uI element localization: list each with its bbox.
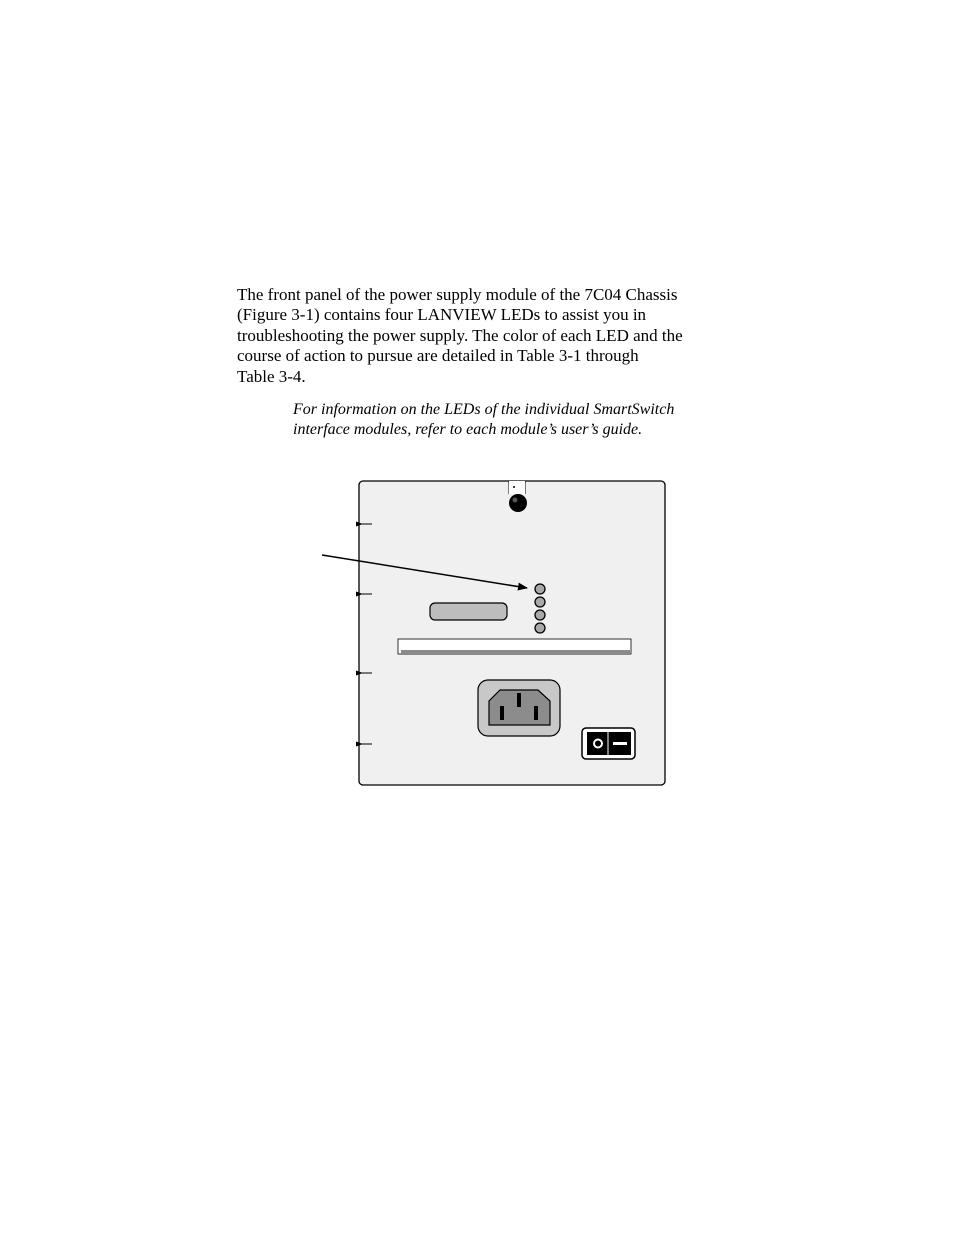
lanview-leds [535,584,545,633]
note-line: interface modules, refer to each module’s user’s guide. [293,421,643,439]
body-line: troubleshooting the power supply. The color of each LED and the [237,325,683,345]
horizontal-rail [398,639,631,655]
lanview-led [535,597,545,607]
body-line: course of action to pursue are detailed in Table 3-1 through [237,346,639,366]
power-switch [582,728,635,759]
label-plate [430,603,507,620]
inlet-pin [500,706,504,720]
power-inlet [478,680,560,736]
body-paragraph [237,285,747,387]
inlet-pin [534,706,538,720]
switch-on-symbol [613,742,627,745]
note-paragraph [293,400,733,441]
lanview-led [535,610,545,620]
body-line: Table 3-4. [237,366,306,386]
switch-off-symbol [594,740,602,748]
body-line: (Figure 3-1) contains four LANVIEW LEDs to assist you in [237,305,647,325]
panel-body [359,481,665,785]
note-line: For information on the LEDs of the individual SmartSwitch [293,401,675,418]
body-line: The front panel of the power supply module of the 7C04 Chassis [237,285,678,304]
lanview-led [535,584,545,594]
led-callout-arrow [322,555,527,588]
panel-screw [509,481,527,512]
left-edge-markers [362,524,372,744]
inlet-pin [517,693,521,707]
lanview-led [535,623,545,633]
